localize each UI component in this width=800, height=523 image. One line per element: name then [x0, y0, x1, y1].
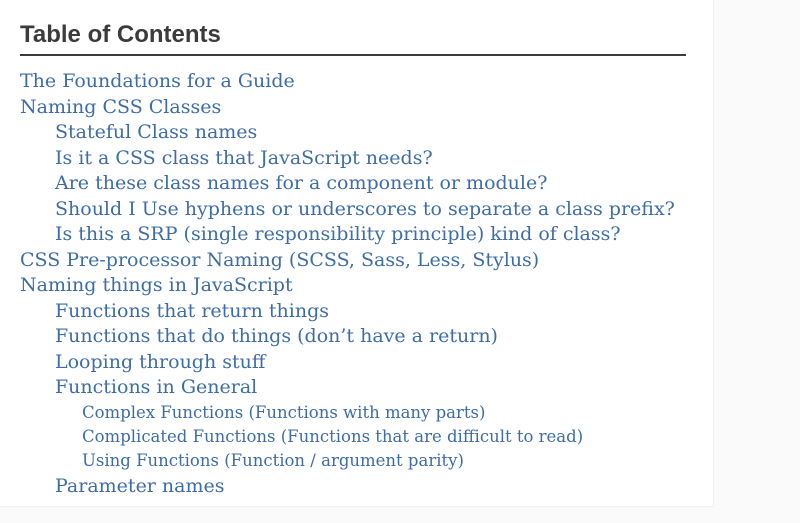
toc-list [20, 69, 693, 499]
toc-link[interactable]: Complex Functions (Functions with many parts) [82, 402, 486, 422]
toc-item [20, 146, 693, 172]
toc-item [20, 350, 693, 376]
toc-item [20, 324, 693, 350]
toc-link[interactable]: Is this a SRP (single responsibility principle) kind of class? [55, 223, 621, 246]
toc-item [20, 449, 693, 473]
toc-item [20, 425, 693, 449]
toc-link[interactable]: Should I Use hyphens or underscores to separate a class prefix? [55, 197, 675, 220]
toc-link[interactable]: Naming things in JavaScript [20, 274, 293, 297]
toc-link[interactable]: Are these class names for a component or module? [55, 172, 548, 195]
toc-item [20, 375, 693, 401]
toc-link[interactable]: CSS Pre-processor Naming (SCSS, Sass, Less, Stylus) [20, 248, 540, 271]
toc-link[interactable]: Complicated Functions (Functions that are difficult to read) [82, 427, 584, 447]
toc-link[interactable]: Naming CSS Classes [20, 95, 222, 118]
toc-item [20, 222, 693, 248]
page-title: Table of Contents [20, 21, 221, 48]
toc-item [20, 474, 693, 500]
toc-link[interactable]: Looping through stuff [55, 350, 266, 373]
toc-link[interactable]: Functions that return things [55, 299, 330, 322]
toc-link[interactable]: Functions in General [55, 376, 258, 399]
toc-link[interactable]: Using Functions (Function / argument parity) [82, 451, 464, 471]
toc-item [20, 69, 693, 95]
toc-link[interactable]: Is it a CSS class that JavaScript needs? [55, 146, 433, 169]
toc-item [20, 401, 693, 425]
toc-item [20, 248, 693, 274]
toc-link[interactable]: The Foundations for a Guide [20, 70, 295, 93]
toc-item [20, 120, 693, 146]
toc-link[interactable]: Functions that do things (don’t have a return) [55, 325, 498, 348]
toc-item [20, 273, 693, 299]
title-divider [20, 54, 686, 56]
toc-item [20, 299, 693, 325]
toc-item [20, 95, 693, 121]
toc-link[interactable]: Stateful Class names [55, 121, 258, 144]
toc-item [20, 197, 693, 223]
toc-item [20, 171, 693, 197]
toc-link[interactable]: Parameter names [55, 474, 225, 497]
